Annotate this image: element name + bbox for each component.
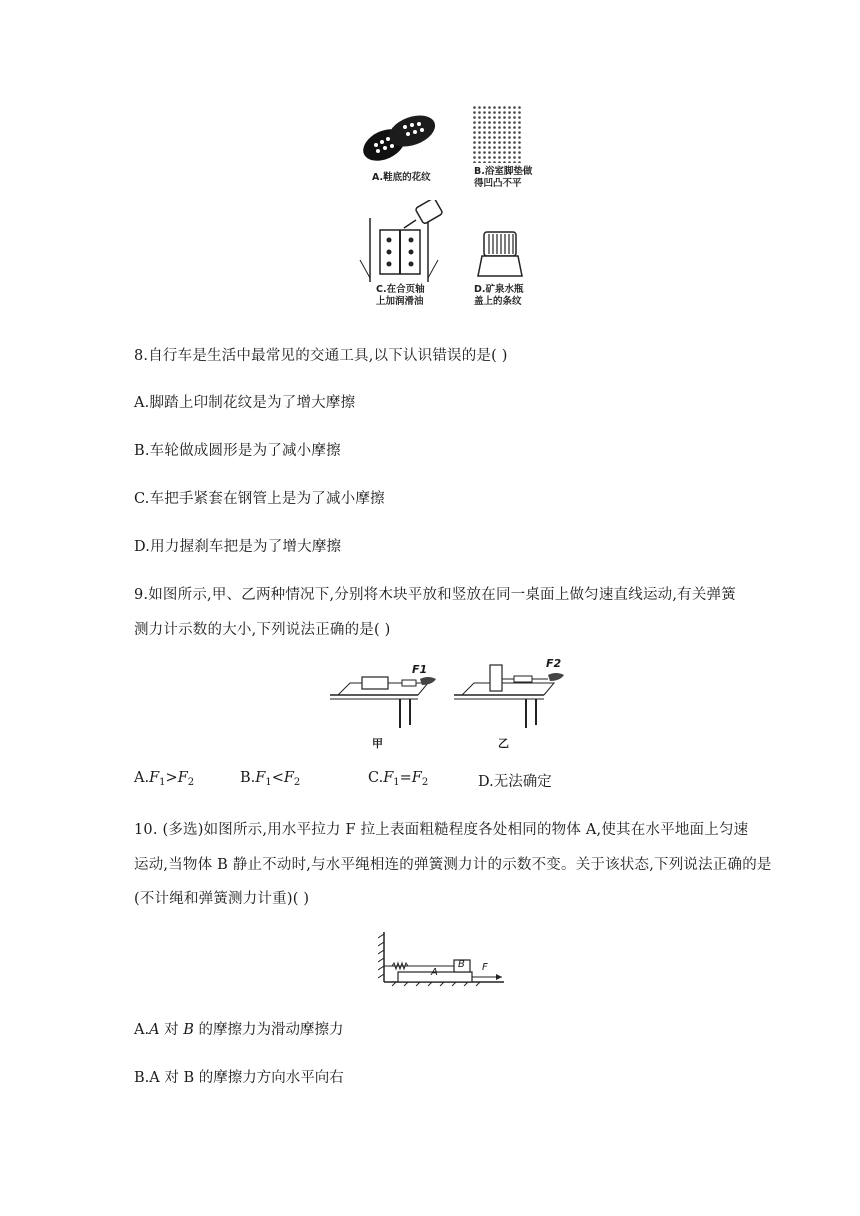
caption-c <box>376 284 425 308</box>
q9-b-sub1: 1 <box>265 777 272 788</box>
hinge-oil-image <box>358 200 450 282</box>
q10-a-dui: 对 <box>159 1022 184 1038</box>
label-f2 <box>546 657 561 670</box>
label-f1 <box>412 663 427 676</box>
q9-a-sub2: 2 <box>187 777 195 788</box>
caption-d <box>474 284 524 308</box>
q9-option-b[interactable] <box>240 770 300 788</box>
caption-b-line1: B.浴室脚垫做 <box>474 166 533 177</box>
q10-a-rest: 的摩擦力为滑动摩擦力 <box>193 1022 344 1038</box>
q10-a-var-a: A <box>149 1022 160 1038</box>
q10-a-prefix: A. <box>134 1022 150 1038</box>
q9-c-sub2: 2 <box>421 777 429 788</box>
q9-b-f: F <box>255 770 266 786</box>
q9-c-f: F <box>383 770 394 786</box>
label-b: B <box>458 959 465 970</box>
q9-a-prefix: A. <box>134 770 150 786</box>
caption-b <box>474 166 532 190</box>
q9-b-prefix: B. <box>240 770 256 786</box>
q9-option-c[interactable] <box>368 770 428 788</box>
q10-stem-line2: 运动,当物体 B 静止不动时,与水平绳相连的弹簧测力计的示数不变。关于该状态,下列说法正确的是 <box>134 857 772 873</box>
label-jia: 甲 <box>372 737 383 750</box>
shoe-sole-image <box>360 105 440 170</box>
q9-c-f2: F <box>411 770 422 786</box>
q9-b-rel: < <box>271 770 284 786</box>
q10-stem-line1: 10. (多选)如图所示,用水平拉力 F 拉上表面粗糙程度各处相同的物体 A,使其在水平地面上匀速 <box>134 822 749 838</box>
q9-c-rel: = <box>399 770 412 786</box>
q9-c-prefix: C. <box>368 770 384 786</box>
caption-c-line1: C.在合页轴 <box>376 284 425 295</box>
bottle-cap-image <box>476 230 524 278</box>
caption-d-line2: 盖上的条纹 <box>474 296 522 307</box>
q8-option-c[interactable]: C.车把手紧套在钢管上是为了减小摩擦 <box>134 491 385 507</box>
label-f2-text: F2 <box>546 657 562 670</box>
caption-b-line2: 得凹凸不平 <box>474 178 522 189</box>
q9-stem-line1: 9.如图所示,甲、乙两种情况下,分别将木块平放和竖放在同一桌面上做匀速直线运动,有关弹簧 <box>134 587 736 603</box>
caption-d-line1: D.矿泉水瓶 <box>474 284 524 295</box>
q9-stem-line2: 测力计示数的大小,下列说法正确的是( ) <box>134 622 391 638</box>
q9-b-sub2: 2 <box>293 777 301 788</box>
q8-option-d[interactable]: D.用力握刹车把是为了增大摩擦 <box>134 539 342 555</box>
label-f: F <box>482 962 488 973</box>
figure-q10 <box>378 930 508 988</box>
q9-option-a[interactable] <box>134 770 194 788</box>
q10-stem-line3: (不计绳和弹簧测力计重)( ) <box>134 891 310 907</box>
q9-a-sub1: 1 <box>159 777 166 788</box>
q10-option-a[interactable] <box>134 1018 344 1039</box>
figure-q9 <box>328 655 568 755</box>
figure-q7 <box>350 100 540 315</box>
q9-b-f2: F <box>283 770 294 786</box>
q8-option-b[interactable]: B.车轮做成圆形是为了减小摩擦 <box>134 443 341 459</box>
label-yi: 乙 <box>498 737 509 750</box>
label-f1-text: F1 <box>412 663 428 676</box>
q9-option-d[interactable]: D.无法确定 <box>478 774 552 790</box>
q10-a-var-b: B <box>183 1022 194 1038</box>
label-a: A <box>431 967 438 978</box>
q8-option-a[interactable]: A.脚踏上印制花纹是为了增大摩擦 <box>134 395 356 411</box>
q9-a-f2: F <box>177 770 188 786</box>
q9-a-f: F <box>149 770 160 786</box>
q8-stem: 8.自行车是生活中最常见的交通工具,以下认识错误的是( ) <box>134 348 508 364</box>
q9-a-rel: > <box>165 770 178 786</box>
q9-c-sub1: 1 <box>393 777 400 788</box>
caption-c-line2: 上加润滑油 <box>376 296 424 307</box>
bath-mat-image <box>472 105 522 163</box>
q10-option-b[interactable]: B.A 对 B 的摩擦力方向水平向右 <box>134 1070 344 1086</box>
caption-a: A.鞋底的花纹 <box>372 172 431 183</box>
spring-blocks-image <box>378 930 508 988</box>
